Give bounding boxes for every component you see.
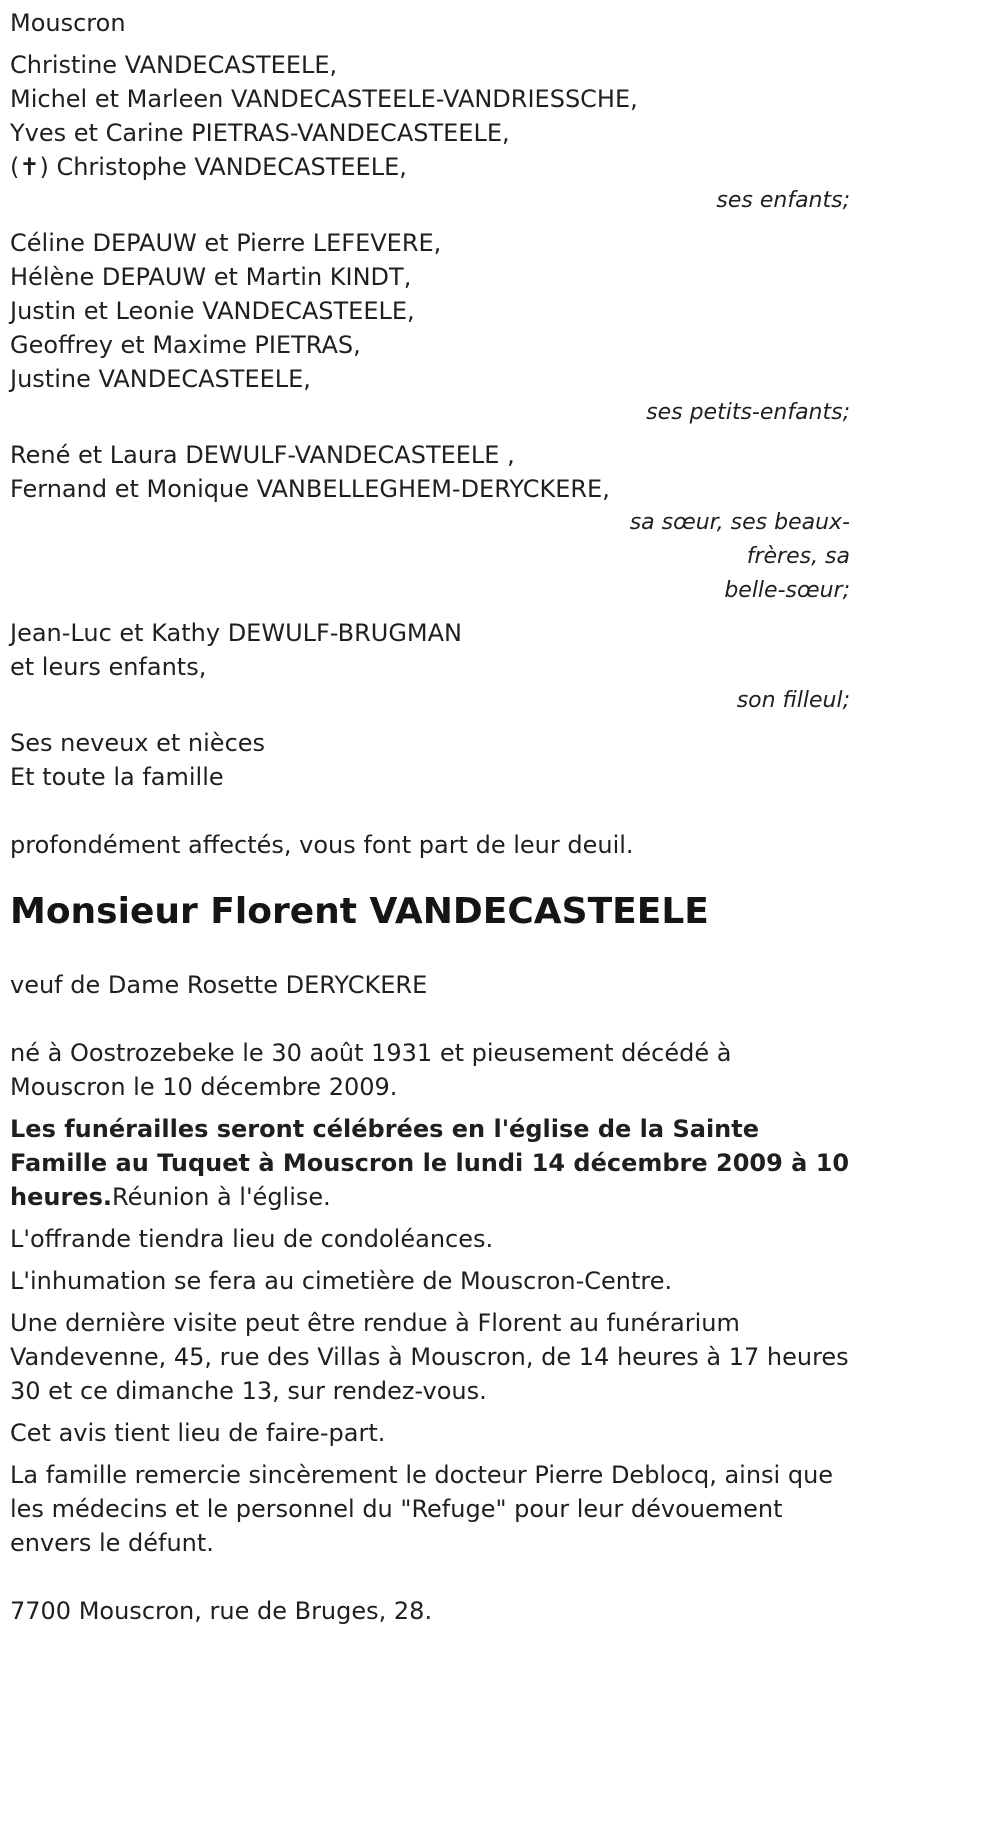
family-name-line: Hélène DEPAUW et Martin KINDT, xyxy=(10,263,412,291)
family-name-line: Justin et Leonie VANDECASTEELE, xyxy=(10,297,415,325)
family-name-line: René et Laura DEWULF-VANDECASTEELE , xyxy=(10,441,515,469)
relation-label: sa sœur, ses beaux- xyxy=(629,510,850,535)
siblings-group xyxy=(10,438,860,608)
family-name-line: Jean-Luc et Kathy DEWULF-BRUGMAN xyxy=(10,619,462,647)
family-name-line: Geoffrey et Maxime PIETRAS, xyxy=(10,331,361,359)
burial: L'inhumation se fera au cimetière de Mouscron-Centre. xyxy=(10,1267,673,1295)
birth-death: né à Oostrozebeke le 30 août 1931 et pieusement décédé à Mouscron le 10 décembre 2009. xyxy=(10,1039,732,1101)
relation-label: belle-sœur; xyxy=(724,578,850,603)
deceased-name: Monsieur Florent VANDECASTEELE xyxy=(10,891,709,932)
relation-label: ses petits-enfants; xyxy=(646,400,850,425)
relation-label: ses enfants; xyxy=(716,188,850,213)
widower-line: veuf de Dame Rosette DERYCKERE xyxy=(10,971,428,999)
grandchildren-group xyxy=(10,226,860,430)
notice: Cet avis tient lieu de faire-part. xyxy=(10,1419,386,1447)
address: 7700 Mouscron, rue de Bruges, 28. xyxy=(10,1597,433,1625)
family-name-line: Yves et Carine PIETRAS-VANDECASTEELE, xyxy=(10,119,510,147)
children-group xyxy=(10,48,860,218)
family-name-line: Michel et Marleen VANDECASTEELE-VANDRIESSCHE, xyxy=(10,85,638,113)
family-name-line: Et toute la famille xyxy=(10,763,224,791)
family-name-line: Fernand et Monique VANBELLEGHEM-DERYCKERE, xyxy=(10,475,610,503)
relation-label: frères, sa xyxy=(746,544,850,569)
offering: L'offrande tiendra lieu de condoléances. xyxy=(10,1225,494,1253)
visit-info: Une dernière visite peut être rendue à Florent au funérarium Vandevenne, 45, rue des Villas à Mouscron, de 14 heures à 17 heures 30 et ce dimanche 13, sur rendez-vous. xyxy=(10,1309,849,1405)
city: Mouscron xyxy=(10,9,126,37)
thanks: La famille remercie sincèrement le docteur Pierre Deblocq, ainsi que les médecins et le personnel du "Refuge" pour leur dévouement envers le défunt. xyxy=(10,1461,834,1557)
family-name-line: et leurs enfants, xyxy=(10,653,207,681)
others-group xyxy=(10,726,860,794)
announcement: profondément affectés, vous font part de leur deuil. xyxy=(10,831,634,859)
family-name-line: Ses neveux et nièces xyxy=(10,729,266,757)
family-name-line: Justine VANDECASTEELE, xyxy=(10,365,311,393)
funeral-meeting: Réunion à l'église. xyxy=(111,1183,331,1211)
family-name-line: Christine VANDECASTEELE, xyxy=(10,51,338,79)
godson-group xyxy=(10,616,860,718)
funeral-details: Les funérailles seront célébrées en l'église de la Sainte Famille au Tuquet à Mouscron le lundi 14 décembre 2009 à 10 heures. xyxy=(10,1115,850,1211)
relation-label: son filleul; xyxy=(736,688,850,713)
family-name-line: Céline DEPAUW et Pierre LEFEVERE, xyxy=(10,229,442,257)
funeral-info xyxy=(10,1112,850,1214)
family-name-line: (✝) Christophe VANDECASTEELE, xyxy=(10,153,407,181)
